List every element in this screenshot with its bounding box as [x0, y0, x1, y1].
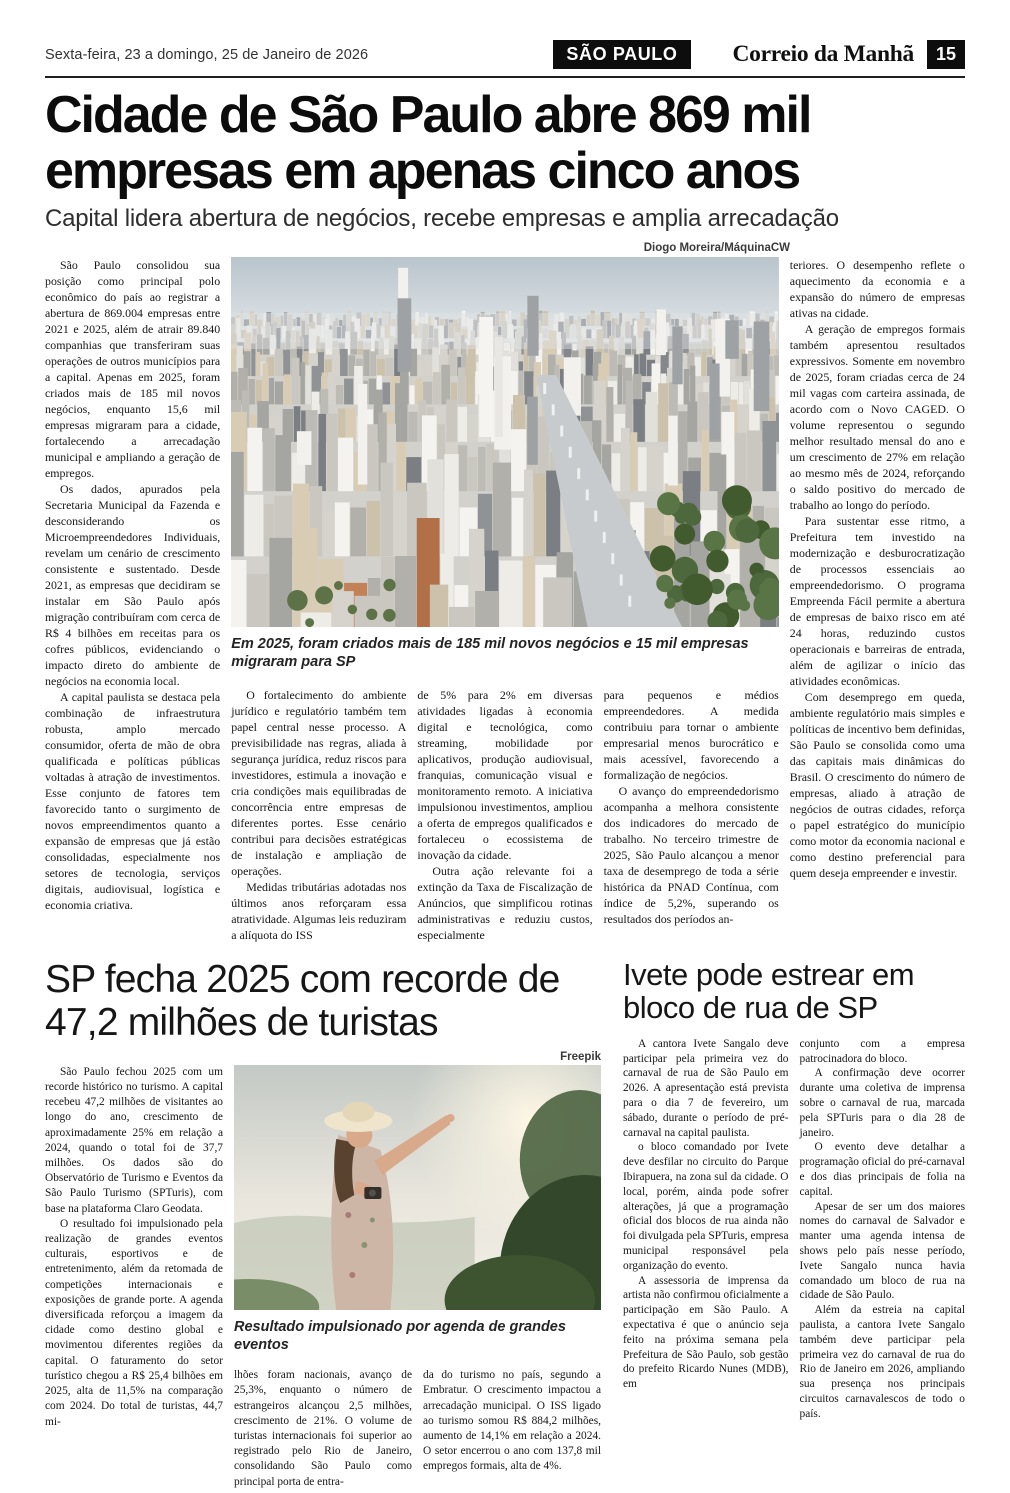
paragraph: conjunto com a empresa patrocinadora do bloco.	[799, 1037, 965, 1065]
paragraph: O fortalecimento do ambiente jurídico e regulatório também tem papel central nesse processo. A previsibilidade nas regras, aliada à segurança jurídica, reduz riscos para investidores, estimula a inovação e cria condições mais equilibradas de concorrência entre empresas de diferentes portes. Esse cenário contribui para decisões estratégicas de instalação e ampliação de operações.	[231, 687, 407, 878]
paragraph: da do turismo no país, segundo a Embratur. O crescimento impactou a arrecadação municipal. O ISS ligado ao turismo somou R$ 884,2 milhões, aumento de 14,1% em relação a 2024. O setor encerrou o ano com 137,8 mil empregos formais, alta de 4%.	[423, 1369, 601, 1473]
page-number: 15	[927, 40, 965, 69]
lead-col-3	[417, 687, 592, 945]
paragraph: A geração de empregos formais também apresentou resultados expressivos. Somente em novembro de 2025, foram criadas cerca de 24 mil vagas com carteira assinada, de acordo com o Novo CAGED. O volume representou o segundo melhor resultado mensal do ano e um crescimento de 27% em relação ao mesmo mês de 2024, reforçando o saldo positivo do mercado de trabalho ao longo do período.	[789, 322, 965, 513]
lead-col-4	[604, 687, 779, 945]
tourism-photo-credit: Freepik	[560, 1050, 601, 1063]
header-rule	[45, 76, 965, 78]
lead-headline: Cidade de São Paulo abre 869 mil empresas em apenas cinco anos	[45, 86, 811, 200]
lead-subhead: Capital lidera abertura de negócios, recebe empresas e amplia arrecadação	[45, 205, 839, 233]
tourism-story	[45, 959, 601, 1493]
paragraph: O evento deve detalhar a programação oficial do pré-carnaval e dos dias principais de folia na capital.	[799, 1141, 965, 1198]
paragraph: o bloco comandado por Ivete deve desfilar no circuito do Parque Ibirapuera, na zona sul da cidade. O local, porém, ainda pode sofrer alterações, já que a programação oficial dos blocos de rua ainda não foi divulgada pela SPTuris, empresa municipal responsável pela organização do evento.	[623, 1141, 789, 1272]
paragraph: A cantora Ivete Sangalo deve participar pela primeira vez do carnaval de rua de São Paulo em 2026. A apresentação está prevista para o dia 7 de fevereiro, um sábado, durante o período de pré-carnaval na capital paulista.	[623, 1037, 789, 1139]
paragraph: São Paulo fechou 2025 com um recorde histórico no turismo. A capital recebeu 47,2 milhões de visitantes ao longo do ano, crescimento de aproximadamente 25% em relação a 2024, quando o total foi de 37,7 milhões. Os dados são do Observatório de Turismo e Eventos da São Paulo Turismo (SPTuris), com base na plataforma Claro Geodata.	[45, 1065, 223, 1215]
tourism-headline: SP fecha 2025 com recorde de 47,2 milhões de turistas	[45, 958, 560, 1044]
carnival-columns	[623, 1037, 965, 1483]
section-label: SÃO PAULO	[553, 40, 690, 69]
tourist-photo	[234, 1065, 601, 1310]
paragraph: de 5% para 2% em diversas atividades ligadas à economia digital e tecnológica, como streaming, mobilidade por aplicativos, produção audiovisual, franquias, comunicação visual e monitoramento remoto. A iniciativa impulsionou investimentos, ampliou a oferta de empregos qualificados e fortaleceu o ecossistema de inovação da cidade.	[417, 687, 593, 862]
paragraph: para pequenos e médios empreendedores. A medida contribuiu para tornar o ambiente empresarial menos burocrático e mais acessível, favorecendo a formalização de negócios.	[603, 687, 779, 782]
paragraph: Outra ação relevante foi a extinção da Taxa de Fiscalização de Anúncios, que simplificou rotinas administrativas e reduziu custos, especialmente	[417, 863, 593, 942]
carnival-col-1	[623, 1037, 789, 1483]
lead-photo-credit: Diogo Moreira/MáquinaCW	[643, 242, 790, 255]
paragraph: A confirmação deve ocorrer durante uma coletiva de imprensa sobre o carnaval de rua, marcada pela SPTuris para o dia 28 de janeiro.	[799, 1067, 965, 1139]
page-header	[45, 40, 965, 69]
paragraph: Medidas tributárias adotadas nos últimos anos reforçaram essa atratividade. Algumas leis reduziram a alíquota do ISS	[231, 879, 407, 942]
lead-photo-block	[231, 257, 779, 674]
aerial-city-photo	[231, 257, 779, 627]
tourism-col-2	[234, 1368, 412, 1493]
lead-story-columns	[45, 257, 965, 945]
paragraph: teriores. O desempenho reflete o aquecimento da economia e a expansão do número de empresas ativas na cidade.	[789, 258, 965, 321]
carnival-story	[623, 959, 965, 1493]
paragraph: A capital paulista se destaca pela combinação de infraestrutura robusta, amplo mercado consumidor, oferta de mão de obra qualificada e políticas públicas voltadas à atração de investimentos. Esse conjunto de fatores tem favorecido tanto o surgimento de novos empreendimentos quanto a expansão de empresas que já estão consolidadas, especialmente nos setores de tecnologia, serviços digitais, audiovisual, logística e economia criativa.	[45, 690, 221, 913]
paragraph: O avanço do empreendedorismo acompanha a melhora consistente dos indicadores do mercado de trabalho. No terceiro trimestre de 2025, São Paulo alcançou a menor taxa de desemprego de toda a série histórica da PNAD Contínua, com índice de 5,2%, superando os resultados dos períodos an-	[603, 783, 779, 926]
paragraph: São Paulo consolidou sua posição como principal polo econômico do país ao registrar a abertura de 869.004 empresas entre 2021 e 2025, além de atrair 89.840 companhias que transferiram suas operações de outros municípios para a capital. Apenas em 2025, foram criados mais de 185 mil novos negócios, enquanto 15,6 mil empresas migraram para a cidade, fortalecendo a arrecadação municipal e ampliando a geração de empregos.	[45, 258, 221, 481]
paragraph: A assessoria de imprensa da artista não confirmou oficialmente a participação em São Paulo. A expectativa é que o anúncio seja feito na próxima semana pela Prefeitura de São Paulo, sob gestão do prefeito Ricardo Nunes (MDB), em	[623, 1274, 789, 1391]
edition-date: Sexta-feira, 23 a domingo, 25 de Janeiro de 2026	[45, 46, 369, 63]
tourism-photo-block	[234, 1065, 601, 1357]
tourism-col-1	[45, 1065, 223, 1493]
masthead: Correio da Manhã	[732, 41, 914, 67]
lead-col-2	[231, 687, 406, 945]
paragraph: Para sustentar esse ritmo, a Prefeitura tem investido na modernização e desburocratização de processos essenciais ao empreendedorismo. O programa Empreenda Fácil permite a abertura de empresas de baixo risco em até 24 horas, reduzindo custos operacionais e barreiras de entrada, além de agilizar o início das atividades econômicas.	[789, 514, 965, 689]
paragraph: lhões foram nacionais, avanço de 25,3%, enquanto o número de estrangeiros alcançou 2,5 milhões, crescimento de 21%. O volume de turistas internacionais foi superior ao registrado pelo Rio de Janeiro, consolidando São Paulo como principal porta de entra-	[234, 1369, 412, 1488]
carnival-headline: Ivete pode estrear em bloco de rua de SP	[623, 957, 915, 1025]
paragraph: Com desemprego em queda, ambiente regulatório mais simples e políticas de incentivo bem definidas, São Paulo se consolida como uma das capitais mais dinâmicas do Brasil. O crescimento do número de empresas, aliado à atração de negócios de outras cidades, reforça o papel estratégico do município como motor da economia nacional e como destino preferencial para quem deseja empreender e investir.	[789, 690, 965, 881]
tourism-col-3	[423, 1368, 601, 1493]
tourism-columns	[45, 1065, 601, 1493]
lead-col-1	[45, 257, 220, 945]
paragraph: Os dados, apurados pela Secretaria Municipal da Fazenda e desconsiderando os Microempreendedores Individuais, revelam um cenário de crescimento consistente e sustentado. Desde 2021, as empresas que decidiram se instalar em São Paulo após migração contribuíram com cerca de R$ 4 bilhões em receitas para os cofres públicos, evidenciando o impacto direto do ambiente de negócios na economia local.	[45, 482, 221, 689]
paragraph: O resultado foi impulsionado pela realização de grandes eventos culturais, esportivos e de entretenimento, além da retomada de competições internacionais e exposições de grande porte. A agenda diversificada reforçou a imagem da cidade como destino global e movimentou diferentes regiões da capital. O faturamento do setor turístico chegou a R$ 25,4 bilhões em 2025, alta de 11,5% na comparação com 2024. Do total de turistas, 44,7 mi-	[45, 1217, 223, 1428]
carnival-col-2	[800, 1037, 966, 1483]
paragraph: Além da estreia na capital paulista, a cantora Ivete Sangalo também deve participar pela primeira vez do carnaval de rua do Rio de Janeiro em 2026, ampliando sua presença nos principais circuitos carnavalescos de todo o país.	[799, 1304, 965, 1420]
lead-photo-caption: Em 2025, foram criados mais de 185 mil novos negócios e 15 mil empresas migraram para SP	[231, 636, 749, 671]
tourism-photo-caption: Resultado impulsionado por agenda de grandes eventos	[234, 1318, 566, 1353]
bottom-stories	[45, 959, 965, 1493]
paragraph: Apesar de ser um dos maiores nomes do carnaval de Salvador e manter uma agenda intensa de shows pelo país nesse período, Ivete Sangalo nunca havia comandado um bloco de rua na cidade de São Paulo.	[799, 1200, 965, 1302]
lead-col-5	[790, 257, 965, 945]
